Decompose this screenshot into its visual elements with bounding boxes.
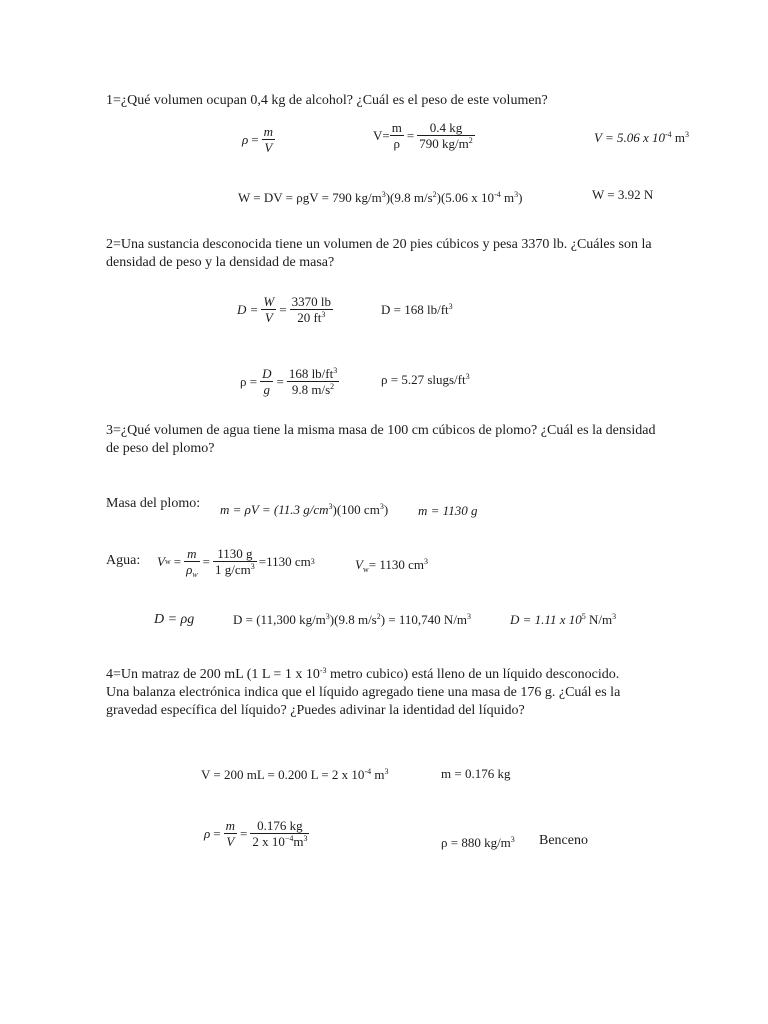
q3-water-volume-formula: V w = $\frac{m}{\rho_w}$ = $\frac{1130 g}{1 g/cm^3}$ =1130 cm 3 — [157, 546, 315, 579]
question-1: 1=¿Qué volumen ocupan 0,4 kg de alcohol? ¿Cuál es el peso de este volumen? — [106, 93, 548, 108]
q1-volume-formula: V= $\frac{m}{\rho}$ = $\frac{0.4 kg}{790 kg/m^2}$ — [373, 120, 473, 151]
q3-water-volume-result: $V_w= 1130$ $cm^3$ — [355, 557, 428, 574]
q3-mass-result: m = 1130 g — [418, 503, 478, 518]
q2-weight-density-result: D = 168 $lb/ft^3$ — [381, 302, 453, 317]
q3-water-label: Agua: — [106, 553, 141, 568]
q4-answer: Benceno — [539, 833, 588, 848]
q3-mass-formula: m = ρV = (11.3 $g/cm^3)(100$ $cm^3$) — [220, 502, 389, 517]
q1-weight-result: W = 3.92 N — [592, 187, 654, 202]
question-2: 2=Una sustancia desconocida tiene un volumen de 20 pies cúbicos y pesa 3370 lb. ¿Cuáles son la densidad de peso y la densidad de masa? — [106, 237, 652, 270]
q3-weight-density-formula: D = (11,300 $kg/m^3)(9.8$ $m/s^2) = 110,740$ $N/m^3$ — [233, 612, 472, 627]
q3-weight-density-result: D = 1.11 x $10^5$ $N/m^3$ — [510, 612, 617, 627]
q3-weight-density-definition: D = ρg — [154, 612, 195, 627]
q3-mass-label: Masa del plomo: — [106, 496, 201, 511]
q1-weight-formula: W = DV = ρgV = 790 $kg/m^3)(9.8$ $m/s^2)(5.06$ x $10^{-4}$ $m^3$) — [238, 190, 523, 205]
q4-density-formula: ρ = $\frac{m}{V}$ = $\frac{0.176 kg}{2 x 10^{-4}m^3}$ — [204, 818, 308, 849]
question-4: 4=Un matraz de 200 mL (1 L = 1 x $10^{-3}$ metro cubico) está lleno de un líquido desconocido. Una balanza electrónica indica que el líquido agregado tiene una masa de 176 g. ¿Cuál es la gravedad específica del líquido? ¿Puedes adivinar la identidad del líquido? — [106, 666, 621, 718]
q2-mass-density-result: ρ = 5.27 slugs/$ft^3$ — [381, 372, 470, 387]
q1-density-formula: ρ = $\frac{m}{V}$ — [242, 124, 273, 155]
q4-mass-value: m = 0.176 kg — [441, 766, 511, 781]
q2-weight-density-formula: D = $\frac{W}{V}$ = $\frac{3370 lb}{20 ft^3}$ — [237, 294, 331, 325]
q4-density-result: ρ = 880 $kg/m^3$ — [441, 835, 515, 850]
q2-mass-density-formula: ρ = $\frac{D}{g}$ = $\frac{168 lb/ft^3}{9.8 m/s^2}$ — [240, 366, 338, 397]
question-3: 3=¿Qué volumen de agua tiene la misma masa de 100 cm cúbicos de plomo? ¿Cuál es la densidad de peso del plomo? — [106, 423, 656, 456]
q4-volume-conversion: V = 200 mL = 0.200 L = 2 x $10^{-4}$ $m^3$ — [201, 767, 389, 782]
q1-volume-result: V = 5.06 x $10^{-4}$ $m^3$ — [594, 130, 690, 145]
